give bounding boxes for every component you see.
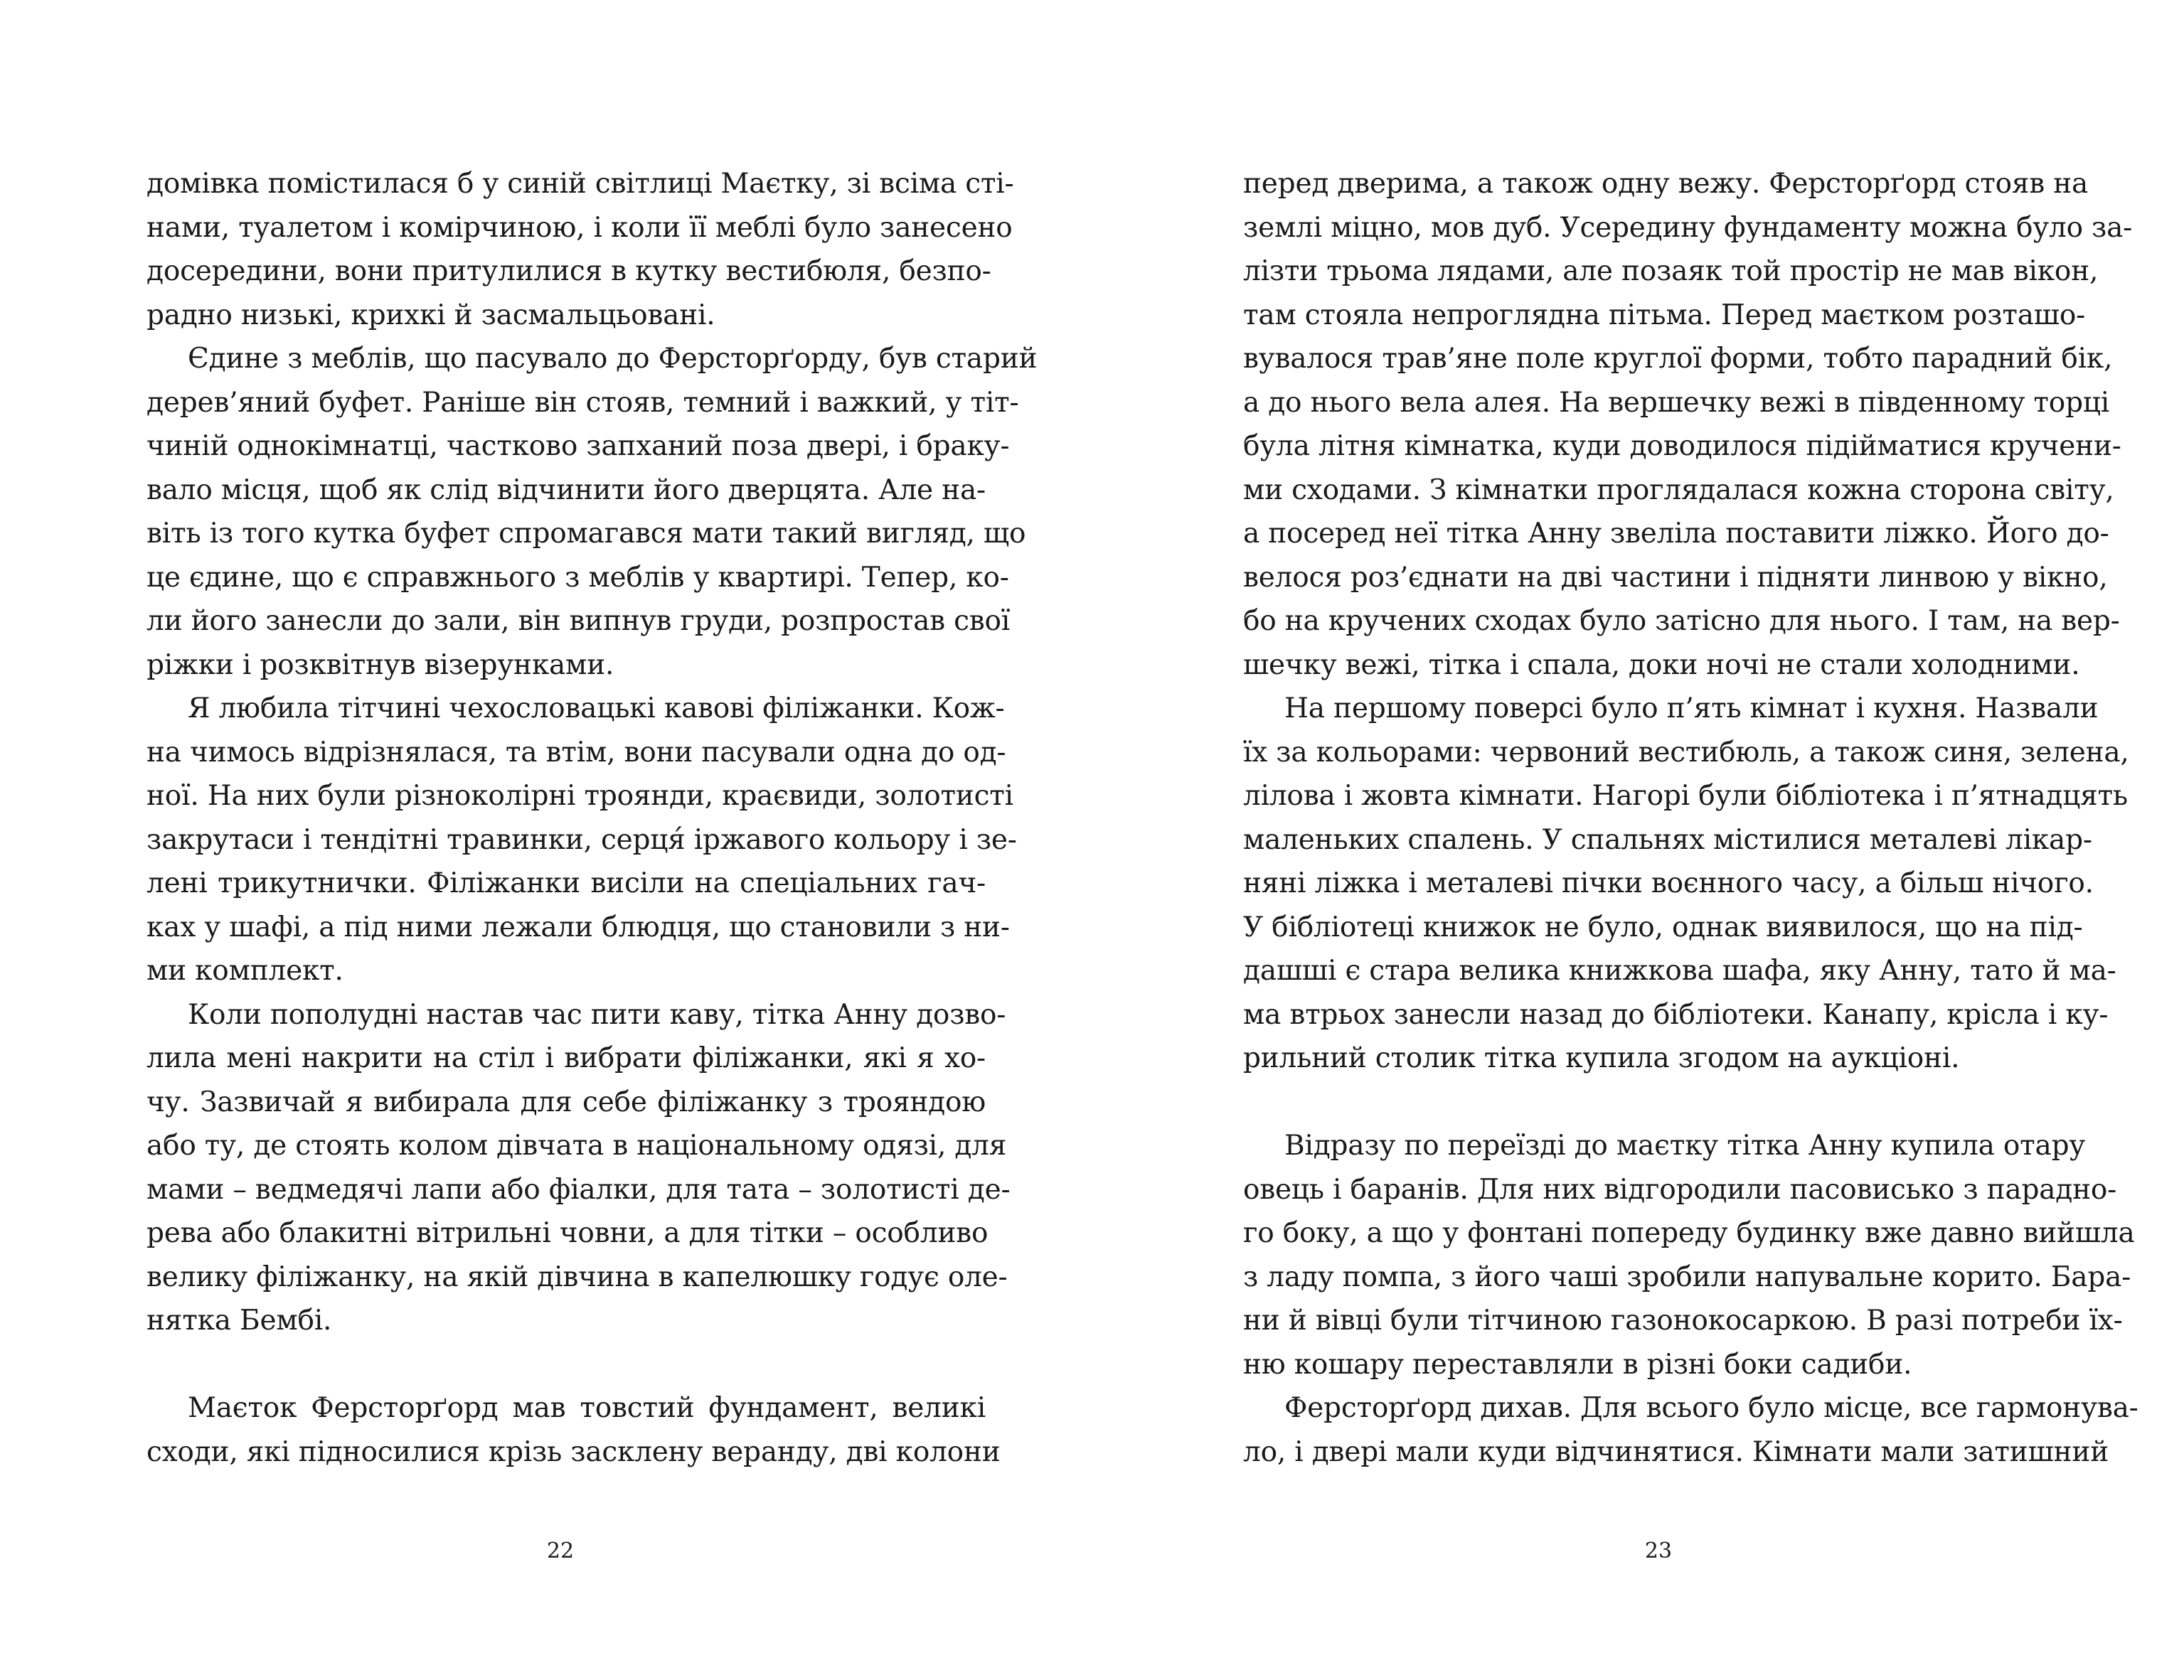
- text-line: го боку, а що у фонтані попереду будинку вже давно вийшла: [1243, 1217, 2135, 1249]
- text-line: а посеред неї тітка Анну звеліла поставити ліжко. Його до-: [1243, 518, 2109, 550]
- blank-line: [1243, 1081, 2082, 1125]
- text-line: рильний столик тітка купила згодом на аукціоні.: [1243, 1042, 1960, 1074]
- text-line: велику філіжанку, на якій дівчина в капелюшку годує оле-: [147, 1261, 1008, 1293]
- text-line: лілова і жовта кімнати. Нагорі були бібліотека і п’ятнадцять: [1243, 780, 2128, 812]
- text-line: Єдине з меблів, що пасувало до Ферсторґорду, був старий: [188, 343, 1038, 375]
- text-line: або ту, де стоять колом дівчата в національному одязі, для: [147, 1130, 1007, 1162]
- text-line: Відразу по переїзді до маєтку тітка Анну купила отару: [1284, 1130, 2086, 1162]
- text-line: нятка Бембі.: [147, 1305, 332, 1337]
- text-line: Коли пополудні настав час пити каву, тітка Анну дозво-: [188, 998, 1006, 1031]
- text-line: домівка помістилася б у синій світлиці Маєтку, зі всіма сті-: [147, 168, 1014, 200]
- text-line: їх за кольорами: червоний вестибюль, а також синя, зелена,: [1243, 736, 2129, 769]
- text-line: ло, і двері мали куди відчинятися. Кімнати мали затишний: [1243, 1435, 2109, 1468]
- text-line: а до нього вела алея. На вершечку вежі в південному торці: [1243, 386, 2109, 419]
- text-line: сходи, які підносилися крізь засклену веранду, дві колони: [147, 1435, 1001, 1468]
- text-line: ріжки і розквітнув візерунками.: [147, 648, 614, 681]
- text-line: лені трикутнички. Філіжанки висіли на спеціальних гач-: [147, 867, 986, 899]
- text-line: з ладу помпа, з його чаші зробили напувальне корито. Бара-: [1243, 1261, 2131, 1293]
- text-line: там стояла непроглядна пітьма. Перед маєтком розташо-: [1243, 299, 2086, 331]
- text-line: віть із того кутка буфет спромагався мати такий вигляд, що: [147, 518, 1026, 550]
- text-line: нами, туалетом і комірчиною, і коли її меблі було занесено: [147, 211, 1013, 244]
- text-line: ної. На них були різноколірні троянди, краєвиди, золотисті: [147, 780, 1013, 812]
- page-number: 22: [546, 1539, 575, 1563]
- text-line: велося роз’єднати на дві частини і підняти линвою у вікно,: [1243, 561, 2108, 594]
- text-line: чиній однокімнатці, частково запханий поза двері, і браку-: [147, 430, 1010, 462]
- text-line: дашші є стара велика книжкова шафа, яку Анну, тато й ма-: [1243, 955, 2116, 987]
- text-line: чу. Зазвичай я вибирала для себе філіжанку з трояндою: [147, 1086, 986, 1118]
- text-line: на чимось відрізнялася, та втім, вони пасували одна до од-: [147, 736, 1006, 769]
- text-line: маленьких спалень. У спальнях містилися металеві лікар-: [1243, 823, 2092, 856]
- text-line: овець і баранів. Для них відгородили пасовисько з парадно-: [1243, 1173, 2117, 1206]
- text-line: землі міцно, мов дуб. Усередину фундаменту можна було за-: [1243, 211, 2133, 244]
- text-line: ми сходами. З кімнатки проглядалася кожна сторона світу,: [1243, 473, 2114, 506]
- text-line: радно низькі, крихкі й засмальцьовані.: [147, 299, 715, 331]
- text-line: бо на кручених сходах було затісно для нього. І там, на вер-: [1243, 605, 2120, 637]
- text-line: вало місця, щоб як слід відчинити його дверцята. Але на-: [147, 473, 986, 506]
- text-line: лила мені накрити на стіл і вибрати філіжанки, які я хо-: [147, 1042, 986, 1074]
- text-line: ках у шафі, а під ними лежали блюдця, що становили з ни-: [147, 911, 1010, 943]
- text-line: вувалося трав’яне поле круглої форми, тобто парадний бік,: [1243, 343, 2113, 375]
- text-line: дерев’яний буфет. Раніше він стояв, темний і важкий, у тіт-: [147, 386, 1019, 419]
- text-line: була літня кімнатка, куди доводилося підійматися кручени-: [1243, 430, 2121, 462]
- text-line: лізти трьома лядами, але позаяк той простір не мав вікон,: [1243, 255, 2099, 287]
- text-line: мами – ведмедячі лапи або фіалки, для тата – золотисті де-: [147, 1173, 1011, 1206]
- text-line: ни й вівці були тітчиною газонокосаркою. В разі потреби їх-: [1243, 1305, 2123, 1337]
- text-line: У бібліотеці книжок не було, однак виявилося, що на під-: [1243, 911, 2083, 943]
- text-line: закрутаси і тендітні травинки, серця́ іржавого кольору і зе-: [147, 823, 1017, 856]
- text-line: Ферсторґорд дихав. Для всього було місце, все гармонува-: [1284, 1392, 2138, 1424]
- left-page-text: [147, 162, 1038, 1474]
- text-line: шечку вежі, тітка і спала, доки ночі не стали холодними.: [1243, 648, 2080, 681]
- text-line: Маєток Ферсторґорд мав товстий фундамент, великі: [188, 1392, 986, 1424]
- text-line: перед дверима, а також одну вежу. Ферсторґорд стояв на: [1243, 168, 2089, 200]
- text-line: рева або блакитні вітрильні човни, а для тітки – особливо: [147, 1217, 989, 1249]
- right-page: [1092, 0, 2184, 1680]
- text-line: Я любила тітчині чехословацькі кавові філіжанки. Кож-: [188, 692, 1005, 724]
- blank-line: [147, 1343, 986, 1387]
- text-line: няні ліжка і металеві пічки воєнного часу, а більш нічого.: [1243, 867, 2094, 899]
- right-page-text: [1243, 162, 2138, 1474]
- text-line: ню кошару переставляли в різні боки садиби.: [1243, 1348, 1912, 1381]
- text-line: ли його занесли до зали, він випнув груди, розпростав свої: [147, 605, 1011, 637]
- text-line: ма втрьох занесли назад до бібліотеки. Канапу, крісла і ку-: [1243, 998, 2109, 1031]
- page-number: 23: [1644, 1539, 1673, 1563]
- text-line: досередини, вони притулилися в кутку вестибюля, безпо-: [147, 255, 991, 287]
- text-line: ми комплект.: [147, 955, 343, 987]
- text-line: На першому поверсі було п’ять кімнат і кухня. Назвали: [1284, 692, 2099, 724]
- text-line: це єдине, що є справжнього з меблів у квартирі. Тепер, ко-: [147, 561, 1009, 594]
